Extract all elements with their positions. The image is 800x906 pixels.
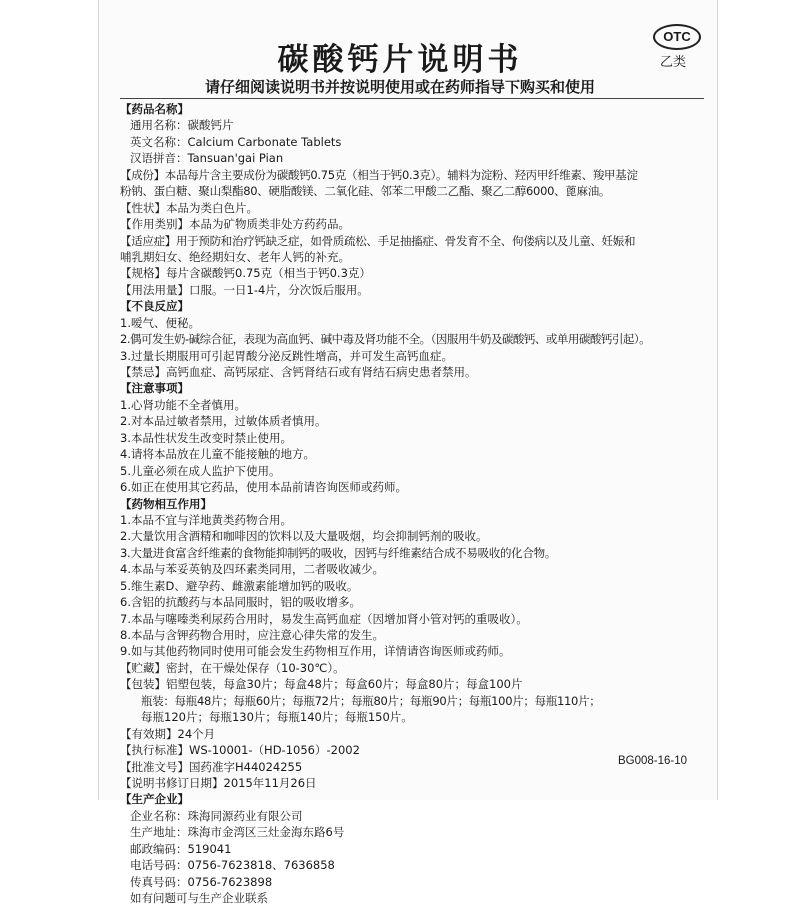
precaution-item: 2.对本品过敏者禁用，过敏体质者慎用。 bbox=[120, 414, 327, 429]
adverse-item: 1.嗳气、便秘。 bbox=[120, 315, 200, 330]
interaction-item: 8.本品与含钾药物合用时，应注意心律失常的发生。 bbox=[120, 628, 384, 642]
adverse-heading: 【不良反应】 bbox=[120, 299, 189, 314]
precaution-item: 4.请将本品放在儿童不能接触的地方。 bbox=[120, 447, 315, 462]
execution-standard: 【执行标准】WS-10001-（HD-1056）-2002 bbox=[120, 743, 360, 758]
properties: 【性状】本品为类白色片。 bbox=[120, 200, 258, 215]
otc-badge: OTC bbox=[653, 24, 701, 50]
pinyin-name: 汉语拼音：Tansuan'gai Pian bbox=[130, 151, 284, 166]
indications-line-2: 哺乳期妇女、绝经期妇女、老年人钙的补充。 bbox=[120, 249, 350, 264]
contact-note: 如有问题可与生产企业联系 bbox=[130, 891, 268, 905]
manufacturer-postcode: 邮政编码：519041 bbox=[130, 841, 232, 856]
dosage: 【用法用量】口服。一日1-4片，分次饭后服用。 bbox=[120, 282, 369, 297]
leaflet-body bbox=[120, 101, 705, 906]
approval-number: 【批准文号】国药准字H44024255 bbox=[120, 759, 303, 774]
sheet-right-edge bbox=[717, 0, 718, 800]
drug-name-heading: 【药品名称】 bbox=[120, 102, 189, 116]
interactions-heading: 【药物相互作用】 bbox=[120, 496, 212, 511]
precaution-item: 6.如正在使用其它药品，使用本品前请咨询医师或药师。 bbox=[120, 480, 407, 495]
manufacturer-address: 生产地址：珠海市金湾区三灶金海东路6号 bbox=[130, 825, 345, 840]
document-code: BG008-16-10 bbox=[618, 755, 688, 767]
interaction-item: 9.如与其他药物同时使用可能会发生药物相互作用，详情请咨询医师或药师。 bbox=[120, 644, 511, 659]
top-divider bbox=[120, 98, 704, 99]
contraindications: 【禁忌】高钙血症、高钙尿症、含钙肾结石或有肾结石病史患者禁用。 bbox=[120, 365, 477, 379]
manufacturer-fax: 传真号码：0756-7623898 bbox=[130, 874, 273, 889]
interaction-item: 4.本品与苯妥英钠及四环素类同用，二者吸收减少。 bbox=[120, 562, 384, 577]
packaging-line-1: 【包装】铝塑包装，每盒30片；每盒48片；每盒60片；每盒80片；每盒100片 bbox=[120, 677, 523, 692]
sheet-left-edge bbox=[98, 0, 99, 800]
adverse-item: 2.偶可发生奶-碱综合征，表现为高血钙、碱中毒及肾功能不全。（因服用牛奶及碳酸钙、或单用碳酸钙引起）。 bbox=[120, 332, 651, 347]
manufacturer-name: 企业名称：珠海同源药业有限公司 bbox=[130, 808, 303, 823]
packaging-line-2: 瓶装：每瓶48片；每瓶60片；每瓶72片；每瓶80片；每瓶90片；每瓶100片；每瓶110片； bbox=[141, 693, 601, 708]
adverse-item: 3.过量长期服用可引起胃酸分泌反跳性增高，并可发生高钙血症。 bbox=[120, 348, 453, 363]
manufacturer-phone: 电话号码：0756-7623818、7636858 bbox=[130, 858, 335, 873]
revision-date: 【说明书修订日期】2015年11月26日 bbox=[120, 775, 317, 790]
manufacturer-heading: 【生产企业】 bbox=[120, 792, 189, 807]
english-name: 英文名称：Calcium Carbonate Tablets bbox=[130, 134, 342, 149]
precaution-item: 5.儿童必须在成人监护下使用。 bbox=[120, 463, 281, 478]
interaction-item: 7.本品与噻嗪类利尿药合用时，易发生高钙血症（因增加肾小管对钙的重吸收）。 bbox=[120, 611, 528, 626]
interaction-item: 2.大量饮用含酒精和咖啡因的饮料以及大量吸烟，均会抑制钙剂的吸收。 bbox=[120, 529, 488, 544]
precautions-heading: 【注意事项】 bbox=[120, 381, 189, 396]
composition-line-1: 【成份】本品每片含主要成份为碳酸钙0.75克（相当于钙0.3克）。辅料为淀粉、羟丙甲纤维素、羧甲基淀 bbox=[120, 167, 638, 182]
document-subtitle: 请仔细阅读说明书并按说明使用或在药师指导下购买和使用 bbox=[204, 78, 595, 96]
precaution-item: 1.心肾功能不全者慎用。 bbox=[120, 397, 246, 412]
indications-line-1: 【适应症】用于预防和治疗钙缺乏症，如骨质疏松、手足抽搐症、骨发育不全、佝偻病以及儿童、妊娠和 bbox=[120, 233, 636, 248]
storage: 【贮藏】密封，在干燥处保存（10-30℃）。 bbox=[120, 660, 345, 675]
interaction-item: 1.本品不宜与洋地黄类药物合用。 bbox=[120, 512, 292, 527]
specification: 【规格】每片含碳酸钙0.75克（相当于钙0.3克） bbox=[120, 266, 371, 281]
generic-name: 通用名称：碳酸钙片 bbox=[130, 118, 234, 133]
composition-line-2: 粉钠、蛋白糖、聚山梨酯80、硬脂酸镁、二氧化硅、邻苯二甲酸二乙酯、聚乙二醇6000、蓖麻油。 bbox=[120, 184, 611, 199]
interaction-item: 3.大量进食富含纤维素的食物能抑制钙的吸收，因钙与纤维素结合成不易吸收的化合物。 bbox=[120, 545, 556, 560]
precaution-item: 3.本品性状发生改变时禁止使用。 bbox=[120, 430, 292, 445]
otc-class-label: 乙类 bbox=[660, 55, 687, 70]
interaction-item: 5.维生素D、避孕药、雌激素能增加钙的吸收。 bbox=[120, 578, 359, 593]
validity: 【有效期】24个月 bbox=[120, 726, 216, 741]
drug-category: 【作用类别】本品为矿物质类非处方药药品。 bbox=[120, 217, 350, 232]
packaging-line-3: 每瓶120片；每瓶130片；每瓶140片；每瓶150片。 bbox=[141, 710, 413, 725]
interaction-item: 6.含铝的抗酸药与本品同服时，铝的吸收增多。 bbox=[120, 595, 361, 610]
document-title: 碳酸钙片说明书 bbox=[277, 42, 523, 78]
